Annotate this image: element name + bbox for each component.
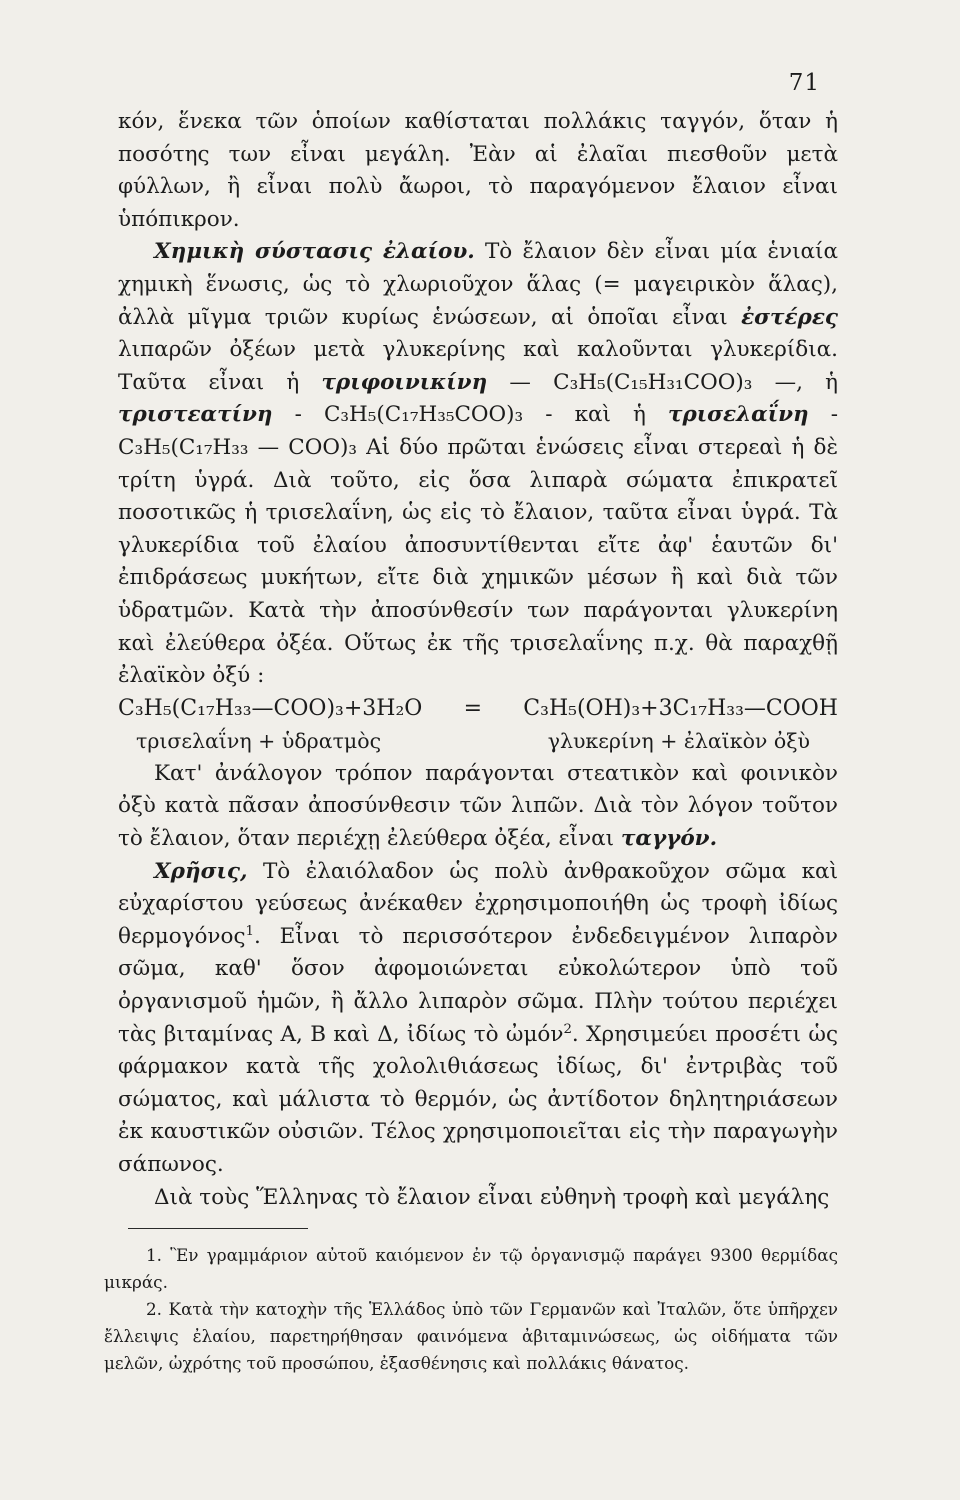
use-text-a: Τὸ ἐλαιόλαδον ὡς πολὺ ἀνθρακοῦχον σῶμα καὶ εὐχαρίστου γεύσεως ἀνέκαθεν ἐχρησιμοποιήθη ὡς τροφὴ ἰδίως θερμογόνος	[118, 858, 838, 949]
footnote-1: 1. Ἓν γραμμάριον αὐτοῦ καιόμενον ἐν τῷ ὀργανισμῷ παράγει 9300 θερμίδας μικράς.	[104, 1245, 838, 1292]
composition-text-e: - C₃H₅(C₁₇H₃₃ — COO)₃ Αἱ δύο πρῶται ἑνώσεις εἶναι στερεαὶ ἡ δὲ τρίτη ὑγρά. Διὰ τοῦτο, εἰς ὅσα λιπαρὰ σώματα ἐπικρατεῖ ποσοτικῶς ἡ τρισελαΐνη, ὡς εἰς τὸ ἔλαιον, ταῦτα εἶναι ὑγρά. Τὰ γλυκερίδια τοῦ ἐλαίου ἀποσυντίθενται εἴτε ἀφ' ἑαυτῶν δι' ἐπιδράσεως μυκήτων, εἴτε διὰ χημικῶν μέσων ἢ καὶ διὰ τῶν ὑδρατμῶν. Κατὰ τὴν ἀποσύνθεσίν των παράγονται γλυκερίνη καὶ ἐλεύθερα ὀξέα. Οὕτως ἐκ τῆς τρισελαΐνης π.χ. θὰ παραχθῇ ἐλαϊκὸν ὀξύ :	[118, 402, 838, 689]
equation-caption	[118, 725, 838, 758]
paragraph-use	[118, 856, 838, 1182]
term-tristearin: τριστεατίνη	[118, 402, 273, 428]
equation-right: C₃H₅(OH)₃+3C₁₇H₃₃—COOH	[523, 695, 838, 721]
use-text-b: . Εἶναι τὸ περισσότερον ἐνδεδειγμένον λιπαρὸν σῶμα, καθ' ὅσον ἀφομοιώνεται εὐκολώτερον ὑπὸ τοῦ ὀργανισμοῦ ἡμῶν, ἢ ἄλλο λιπαρὸν σῶμα. Πλὴν τούτου περιέχει τὰς βιταμίνας Α, Β καὶ Δ, ἰδίως τὸ ὠμόν	[118, 923, 838, 1047]
section-heading-chemical-composition: Χημικὴ σύστασις ἐλαίου.	[154, 239, 475, 265]
paragraph-greeks: Διὰ τοὺς Ἕλληνας τὸ ἔλαιον εἶναι εὐθηνὴ τροφὴ καὶ μεγάλης	[154, 1184, 830, 1210]
equation-caption-right: γλυκερίνη + ἐλαϊκὸν ὀξὺ	[547, 729, 810, 754]
equation-left: C₃H₅(C₁₇H₃₃—COO)₃+3H₂O	[118, 695, 423, 721]
footnotes	[104, 1242, 838, 1377]
composition-text-d: - C₃H₅(C₁₇H₃₅COO)₃ - καὶ ἡ	[272, 402, 668, 428]
paragraph-chemical-composition	[118, 236, 838, 692]
footnote-divider	[128, 1228, 308, 1229]
acids-text: Κατ' ἀνάλογον τρόπον παράγονται στεατικὸν καὶ φοινικὸν ὀξὺ κατὰ πᾶσαν ἀποσύνθεσιν τῶν λιπῶν. Διὰ τὸν λόγον τοῦτον τὸ ἔλαιον, ὅταν περιέχῃ ἐλεύθερα ὀξέα, εἶναι	[118, 760, 838, 852]
paragraph-acids	[118, 758, 838, 856]
section-heading-use: Χρῆσις,	[154, 858, 248, 884]
footnote-2: 2. Κατὰ τὴν κατοχὴν τῆς Ἑλλάδος ὑπὸ τῶν Γερμανῶν καὶ Ἰταλῶν, ὅτε ὑπῆρχεν ἔλλειψις ἐλαίου, παρετηρήθησαν φαινόμενα ἀβιταμινώσεως, ὡς οἰδήματα τῶν μελῶν, ὠχρότης τοῦ προσώπου, ἐξασθένησις καὶ πολλάκις θάνατος.	[104, 1299, 838, 1373]
footnote-ref-1: 1	[245, 923, 254, 939]
page-number: 71	[788, 70, 820, 96]
term-esters: ἐστέρες	[741, 304, 838, 330]
term-tripalmitin: τριφοινικίνη	[321, 369, 488, 395]
body-text	[118, 106, 838, 1214]
hydrolysis-equation	[118, 693, 838, 726]
equation-caption-left: τρισελαΐνη + ὑδρατμὸς	[136, 729, 382, 754]
use-text-c: . Χρησιμεύει προσέτι ὡς φάρμακον κατὰ τῆς χολολιθιάσεως ἰδίως, δι' ἐντριβὰς τοῦ σώματος, καὶ μάλιστα τὸ θερμόν, ὡς ἀντίδοτον δηλητηριάσεων ἐκ καυστικῶν οὐσιῶν. Τέλος χρησιμοποιεῖται εἰς τὴν παραγωγὴν σάπωνος.	[118, 1021, 838, 1177]
footnote-ref-2: 2	[563, 1021, 572, 1037]
composition-text-a: Τὸ ἔλαιον δὲν εἶναι μία ἑνιαία χημικὴ ἕνωσις, ὡς τὸ χλωριοῦχον ἅλας (= μαγειρικὸν ἅλας), ἀλλὰ μῖγμα τριῶν κυρίως ἑνώσεων, αἱ ὁποῖαι εἶναι	[118, 239, 838, 330]
equals-sign: =	[463, 695, 483, 721]
composition-text-c: — C₃H₅(C₁₅H₃₁COO)₃ —, ἡ	[487, 369, 838, 395]
term-rancid: ταγγόν.	[620, 826, 718, 852]
term-triolein: τρισελαΐνη	[667, 402, 809, 428]
paragraph-spoilage: κόν, ἕνεκα τῶν ὁποίων καθίσταται πολλάκις ταγγόν, ὅταν ἡ ποσότης των εἶναι μεγάλη. Ἐὰν αἱ ἐλαῖαι πιεσθοῦν μετὰ φύλλων, ἢ εἶναι πολὺ ἄωροι, τὸ παραγόμενον ἔλαιον εἶναι ὑπόπικρον.	[118, 109, 838, 232]
composition-text-b: λιπαρῶν ὀξέων μετὰ γλυκερίνης καὶ καλοῦνται γλυκερίδια. Ταῦτα εἶναι ἡ	[118, 337, 838, 395]
